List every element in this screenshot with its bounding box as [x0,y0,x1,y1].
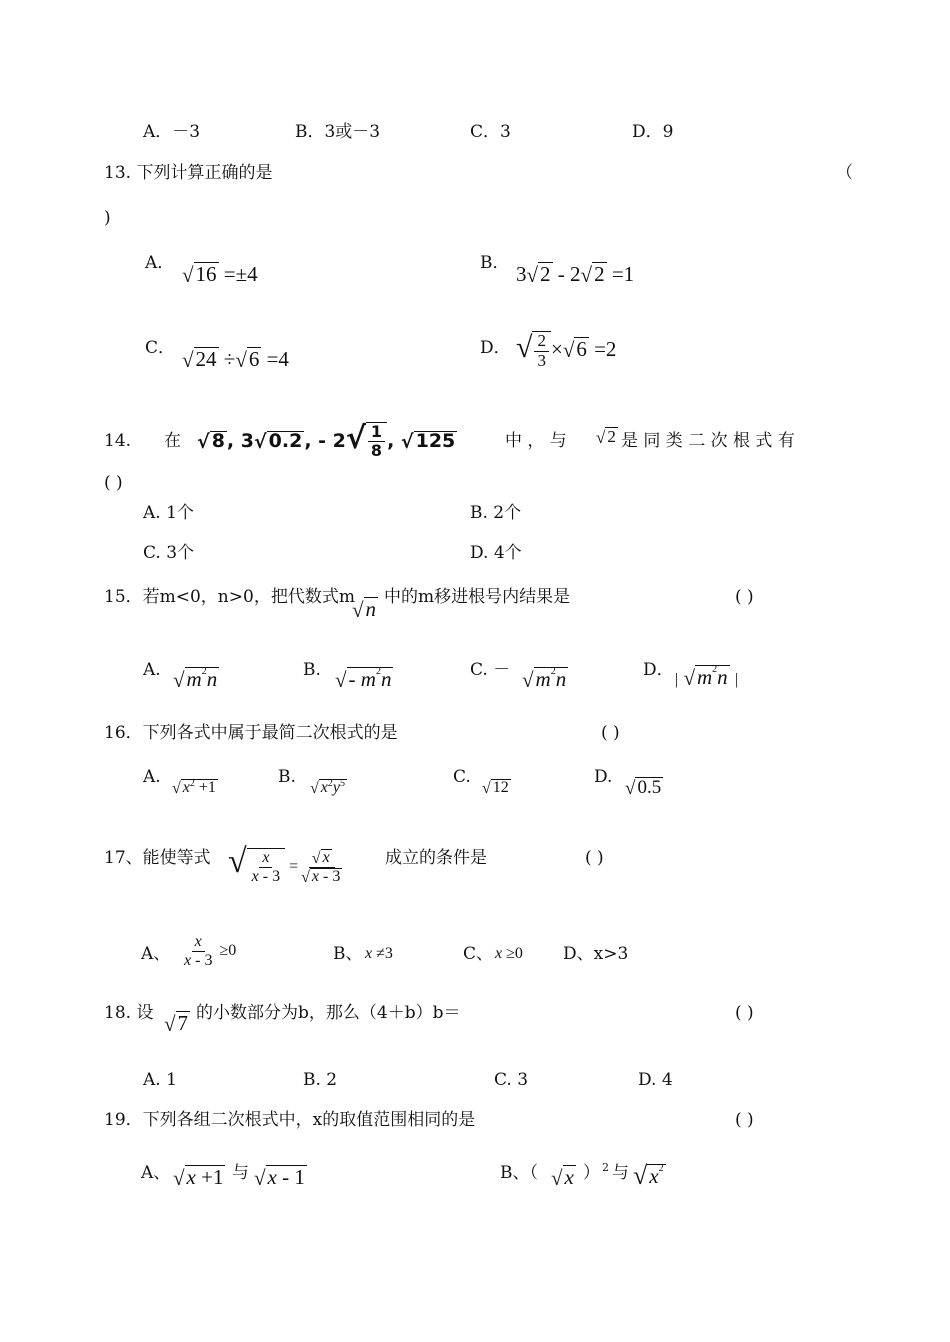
q13-option-b: B． [480,253,510,273]
q15-option-b: B. [303,660,321,680]
q13-formula-b: 3√2 - 2√2 =1 [516,262,635,287]
q13-formula-d: √ $\frac{2}{3}$ ×√6 =2 [516,331,617,370]
q15-option-c: C. － [470,660,511,680]
q14-option-a: A. 1个 [143,503,194,523]
q16-option-c: C. [453,767,471,787]
q17-tail: 成立的条件是 [385,848,487,868]
q17-formula-b: x ≠3 [365,945,393,962]
q16-option-b: B. [278,767,296,787]
q14-radicals: √ 8 , 3√ 0.2 , - 2√ $\frac{1}{8}$ , √ 125 [197,421,456,460]
q19-paren: ( ) [735,1110,754,1130]
q19-formula-b-1: √x [551,1165,574,1190]
q12-option-d: D．9 [632,122,674,142]
q18-option-b: B. 2 [303,1070,338,1090]
q17-paren: ( ) [585,848,604,868]
q18-paren: ( ) [735,1003,754,1023]
q15-formula-c: $√m^2n$ [522,666,567,692]
q14-number: 14. [104,431,132,451]
q19-formula-b-2: $√x^2$ [633,1161,664,1190]
q15-paren: ( ) [735,587,754,607]
q13-formula-c: √24 ÷√6 =4 [182,347,289,372]
q15-formula-d: | $√m^2n$ | [675,664,739,690]
q19-formula-a-1: √x +1 [173,1165,224,1190]
q17-equation: √ $\frac{x}{x - 3}$ = $\frac{√ x}{√ x - 3}$ [228,843,341,886]
q17-stem: 17、能使等式 [104,848,211,868]
q14-tail-text: 是 同 类 二 次 根 式 有 [621,431,795,451]
q13-paren-close: ) [104,208,111,228]
q16-formula-b: √ $x^2y^5$ [310,778,345,797]
q19-option-b-with: 与 [612,1163,629,1183]
q15-option-a: A. [143,660,161,680]
q14-zai: 在 [164,431,181,451]
q13-option-c: C． [145,338,176,358]
q19-option-a: A、 [141,1163,171,1183]
q17-option-b: B、 [333,944,363,964]
q15-formula-b: √- $m^2n$ [335,666,392,692]
q14-sqrt2: √ 2 [596,427,616,447]
q19-option-b-close: ） [583,1163,600,1183]
q12-option-c: C．3 [470,122,511,142]
q16-formula-c: √ 12 [482,779,509,797]
q19-stem: 19．下列各组二次根式中，x的取值范围相同的是 [104,1110,476,1130]
q18-tail: 的小数部分为b，那么（4＋b）b＝ [196,1003,461,1023]
q17-option-d: D、x>3 [563,944,629,964]
q16-formula-d: √ 0.5 [625,777,662,799]
q15-stem: 15．若m<0，n>0，把代数式m [104,587,355,607]
q18-stem: 18. 设 [104,1003,154,1023]
q16-option-d: D. [594,767,613,787]
q19-option-a-with: 与 [232,1163,249,1183]
q18-option-a: A. 1 [143,1070,177,1090]
q14-paren: ( ) [104,473,123,493]
q13-paren-open: （ [836,163,853,183]
q16-paren: ( ) [601,723,620,743]
q18-option-d: D. 4 [638,1070,673,1090]
q16-formula-a: √ $x^2 +1$ [172,778,216,797]
q18-option-c: C. 3 [494,1070,529,1090]
q15-formula-a: $√m^2n$ [173,666,218,692]
q13-stem: 13. 下列计算正确的是 [104,163,273,183]
q19-option-b-power: 2 [602,1161,609,1174]
q16-option-a: A. [143,767,161,787]
q17-option-a: A、 [141,944,171,964]
q12-option-b: B．3或－3 [295,122,381,142]
q14-option-c: C. 3个 [143,543,195,563]
q13-formula-a: √16 =±4 [182,262,258,287]
q12-option-a: A．－3 [143,122,201,142]
q15-sqrt-n: √n [352,597,377,622]
q14-option-d: D. 4个 [470,543,522,563]
q15-tail: 中的m移进根号内结果是 [384,587,571,607]
q16-stem: 16．下列各式中属于最简二次根式的是 [104,723,398,743]
q13-option-d: D． [480,338,511,358]
q15-option-d: D． [643,660,674,680]
q17-option-c: C、 [463,944,494,964]
q19-formula-a-2: √x - 1 [254,1165,305,1190]
q17-formula-a: $\frac{x}{x - 3}$ ≥0 [184,933,237,969]
q14-mid-text: 中 ， 与 [505,431,567,451]
q19-option-b: B、（ [500,1163,538,1183]
q13-option-a: A． [145,253,175,273]
q18-sqrt7: √7 [164,1011,189,1036]
q17-formula-c: x ≥0 [495,945,523,962]
q14-option-b: B. 2个 [470,503,522,523]
